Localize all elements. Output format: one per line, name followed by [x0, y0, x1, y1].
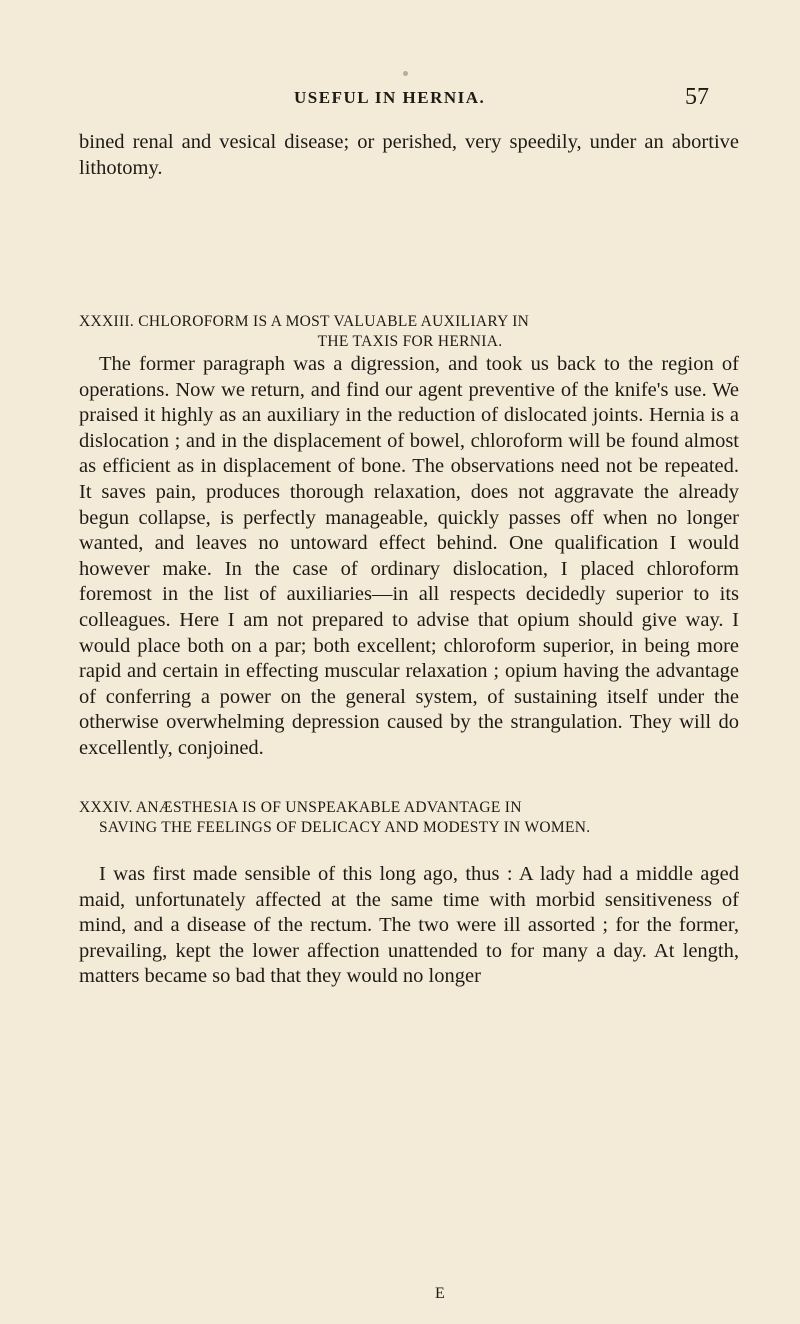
heading-line: SAVING THE FEELINGS OF DELICACY AND MODESTY IN WOMEN.: [99, 819, 591, 836]
signature-mark: E: [435, 1285, 445, 1302]
running-head: [0, 86, 800, 116]
section-heading-xxxiii: [79, 312, 741, 352]
heading-line: XXXIII. CHLOROFORM IS A MOST VALUABLE AUXILIARY IN: [79, 313, 530, 330]
section-heading-xxxiv: [79, 798, 741, 838]
ink-mark: [403, 71, 408, 76]
heading-line: THE TAXIS FOR HERNIA.: [317, 333, 503, 350]
section-paragraph-xxxiv: I was first made sensible of this long ago, thus : A lady had a middle aged maid, unfortunately affected at the same time with morbid sensitiveness of mind, and a disease of the rectum. The two were ill assorted ; for the former, prevailing, kept the lower affection unattended to for many a day. At length, matters became so bad that they would no longer: [79, 863, 739, 988]
page-number: 57: [685, 84, 709, 110]
running-title: USEFUL IN HERNIA.: [294, 88, 486, 107]
heading-line: XXXIV. ANÆSTHESIA IS OF UNSPEAKABLE ADVANTAGE IN: [79, 799, 522, 816]
section-paragraph-xxxiii: The former paragraph was a digression, and took us back to the region of operations. Now we return, and find our agent preventive of the knife's use. We praised it highly as an auxiliary in the reduction of dislocated joints. Hernia is a dislocation ; and in the displacement of bowel, chloroform will be found almost as efficient as in displacement of bone. The observations need not be repeated. It saves pain, produces thorough relaxation, does not aggravate the already begun collapse, is perfectly manageable, quickly passes off when no longer wanted, and leaves no untoward effect behind. One qualification I would however make. In the case of ordinary dislocation, I placed chloroform foremost in the list of auxiliaries—in all respects decidedly superior to its colleagues. Here I am not prepared to advise that opium should give way. I would place both on a par; both excellent; chloroform superior, in being more rapid and certain in effecting muscular relaxation ; opium having the advantage of conferring a power on the general system, of sustaining itself under the otherwise overwhelming depression caused by the strangulation. They will do excellently, conjoined.: [79, 353, 739, 759]
continuation-paragraph: bined renal and vesical disease; or perished, very speedily, under an abortive lithotomy.: [79, 131, 739, 179]
